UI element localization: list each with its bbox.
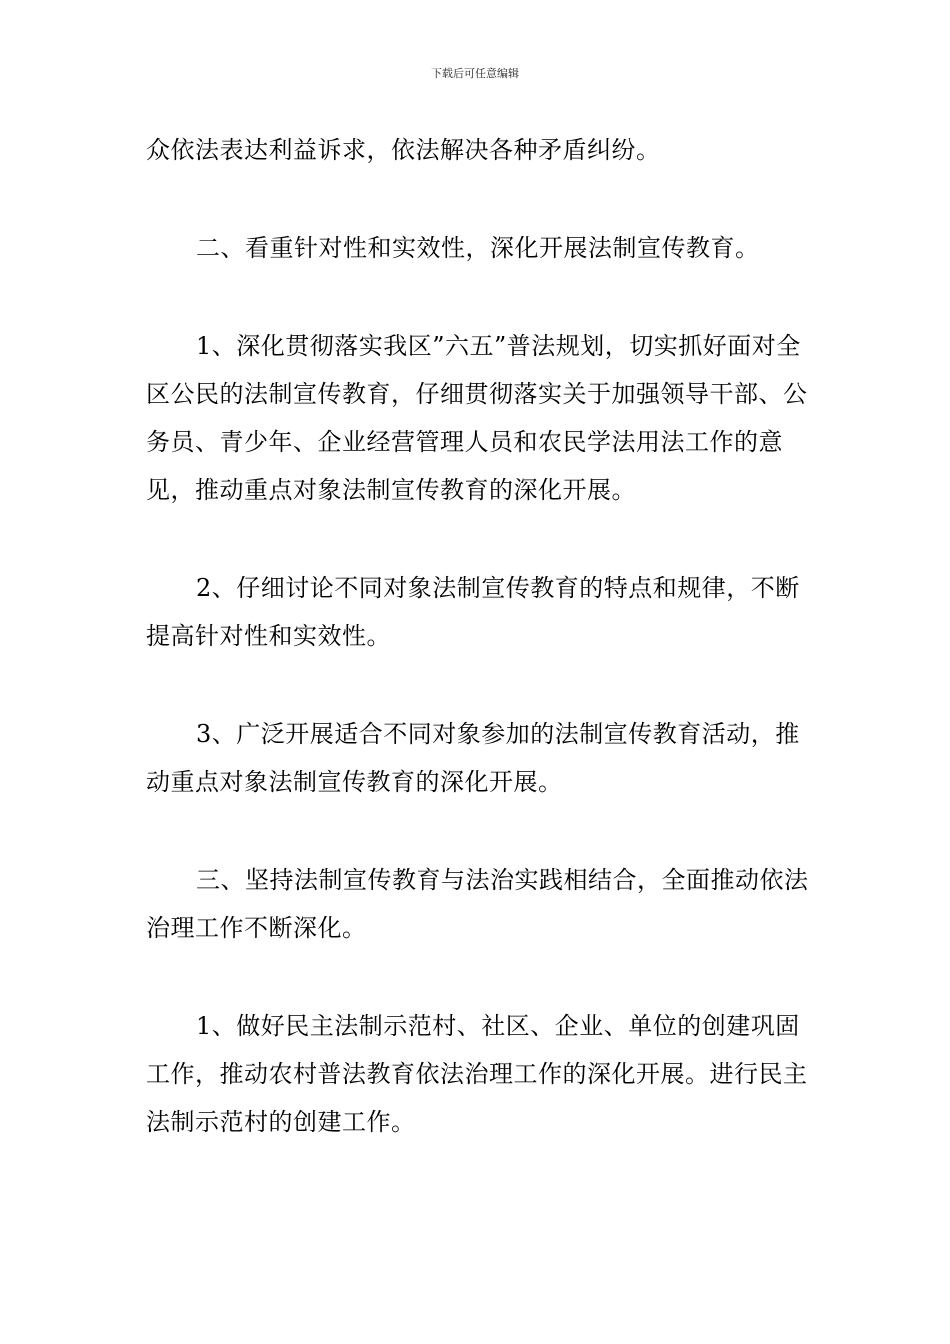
section-heading-3: 三、坚持法制宣传教育与法治实践相结合，全面推动依法治理工作不断深化。 bbox=[146, 866, 809, 942]
paragraph-item-2-3: 3、广泛开展适合不同对象参加的法制宣传教育活动，推动重点对象法制宣传教育的深化开展。 bbox=[146, 720, 800, 796]
paragraph-item-3-1: 1、做好民主法制示范村、社区、企业、单位的创建巩固工作，推动农村普法教育依法治理工作的深化开展。进行民主法制示范村的创建工作。 bbox=[146, 1012, 808, 1136]
paragraph-item-2-2: 2、仔细讨论不同对象法制宣传教育的特点和规律，不断提高针对性和实效性。 bbox=[146, 574, 800, 650]
section-heading-2: 二、看重针对性和实效性，深化开展法制宣传教育。 bbox=[196, 234, 760, 262]
paragraph-continuation: 众依法表达利益诉求，依法解决各种矛盾纠纷。 bbox=[146, 136, 661, 164]
paragraph-item-2-1: 1、深化贯彻落实我区”六五”普法规划，切实抓好面对全区公民的法制宣传教育，仔细贯彻落实关于加强领导干部、公务员、青少年、企业经营管理人员和农民学法用法工作的意见，推动重点对象法制宣传教育的深化开展。 bbox=[146, 332, 808, 504]
page-header: 下载后可任意编辑 bbox=[431, 67, 519, 80]
document-body bbox=[146, 126, 810, 1146]
